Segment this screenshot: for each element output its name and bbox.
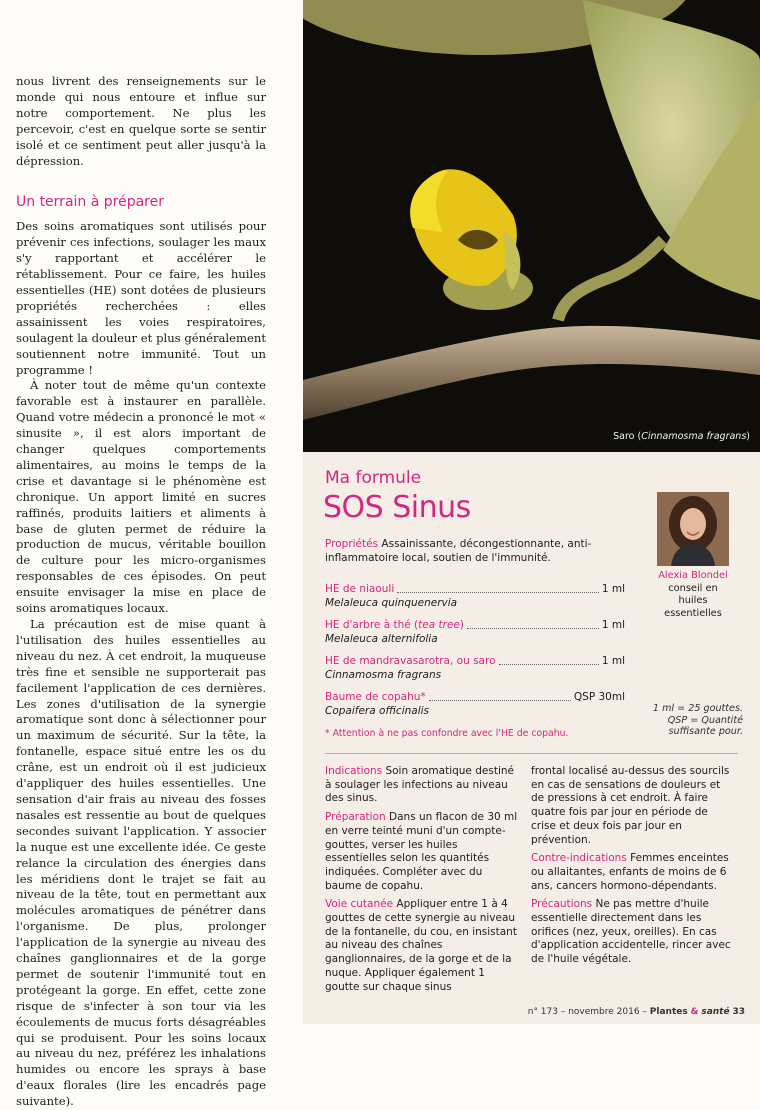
ingredient-qty: QSP 30ml xyxy=(573,691,625,703)
units-note-qsp: QSP = Quantité suffisante pour. xyxy=(667,714,743,737)
ingredient-name: HE de mandravasarotra, ou saro xyxy=(325,655,496,667)
saro-photo xyxy=(303,0,760,452)
ingredient-qty: 1 ml xyxy=(601,583,625,595)
attention-text: * Attention à ne pas confondre avec l'HE de copahu. xyxy=(325,728,569,739)
voie-cutanee-cont: frontal localisé au-dessus des sourcils en cas de sensations de douleurs et de pressions à cet endroit. À faire quatre fois par jour en période de crise et deux fois par jour en prévention. xyxy=(531,765,730,846)
preparation-label: Préparation xyxy=(325,811,386,824)
caption-prefix: Saro ( xyxy=(613,431,642,442)
paragraph-1: Des soins aromatiques sont utilisés pour prévenir ces infections, soulager les maux s'y rapportant et accélérer le rétablissement. Pour ce faire, les huiles essentielles (HE) sont dotées de plusieurs propriétés recherchées : elles assainissent les voies respiratoires, soulagent la douleur et plus généralement soutiennent notre immunité. Tout un programme ! xyxy=(16,219,266,377)
indications-label: Indications xyxy=(325,765,383,777)
usage-column-2 xyxy=(531,765,733,972)
ingredient-qty: 1 ml xyxy=(601,655,625,667)
author-block xyxy=(653,492,733,620)
attention-note xyxy=(325,728,568,739)
page-footer xyxy=(528,1007,745,1017)
ingredient-latin: Copaifera officinalis xyxy=(325,705,430,717)
saro-flower-illustration xyxy=(303,0,760,452)
ingredient-name: HE de niaouli xyxy=(325,583,395,595)
ingredients-list xyxy=(325,582,625,726)
units-note xyxy=(643,703,743,738)
leader-dots xyxy=(467,628,599,629)
properties-text: Assainissante, décongestionnante, anti-inflammatoire local, soutien de l'immunité. xyxy=(325,538,592,564)
preparation-text: Dans un flacon de 30 ml en verre teinté muni d'un compte-gouttes, verser les huiles essentielles selon les quantités indiquées. Compléter avec du baume de copahu. xyxy=(325,811,518,892)
preparation xyxy=(325,811,521,893)
ingredient-saro xyxy=(325,654,625,682)
indications xyxy=(325,765,521,806)
author-role: conseil en huiles essentielles xyxy=(664,582,722,619)
ingredient-latin: Melaleuca quinquenervia xyxy=(325,597,458,609)
paragraph-3: La précaution est de mise quant à l'utilisation des huiles essentielles au niveau du nez. À cet endroit, la muqueuse très fine et sensible ne supporterait pas facilement l'application de ces dernières. Les zones d'utilisation de la synergie aromatique sont donc à sélectionner pour un maximum de sécurité. Sur la tête, la fontanelle, espace situé entre les os du crâne, est un endroit où il est judicieux d'appliquer des huiles essentielles. Une sensation d'air frais au niveau des fosses nasales est ressentie au bout de quelques secondes suivant l'application. Y associer la nuque est une excellente idée. Ce geste relance la circulation des énergies dans les méridiens dont le trajet se fait au niveau de la tête, tout en permettant aux molécules aromatiques de pénétrer dans l'organisme. De plus, prolonger l'application de la synergie au niveau des chaînes ganglionnaires et de la gorge permet de soutenir l'immunité tout en protégeant la gorge. En effet, cette zone risque de s'infecter à son tour via les écoulements de mucus forts désagréables qui se produisent. Pour les soins locaux au niveau du nez, préférez les inhalations humides ou encore les sprays à base d'eaux florales (lire les encadrés page suivante). xyxy=(16,617,266,1109)
voie-cutanee xyxy=(325,898,521,994)
caption-latin: Cinnamosma fragrans xyxy=(641,431,747,442)
contre-text: Femmes enceintes ou allaitantes, enfants de moins de 6 ans, cancers hormono-dépendants. xyxy=(531,852,729,892)
indications-text: Soin aromatique destiné à soulager les infections au niveau des sinus. xyxy=(325,765,514,805)
ingredient-copahu xyxy=(325,690,625,718)
footer-mag-1: Plantes xyxy=(649,1007,688,1017)
caption-suffix: ) xyxy=(746,431,750,442)
leader-dots xyxy=(499,664,599,665)
leader-dots xyxy=(397,592,599,593)
ingredient-name: Baume de copahu* xyxy=(325,691,426,703)
avatar xyxy=(657,492,729,566)
ingredient-name xyxy=(325,618,464,632)
leader-dots xyxy=(429,700,571,701)
footer-mag-2: santé xyxy=(701,1007,730,1017)
paragraph-2: À noter tout de même qu'un contexte favorable est à instaurer en parallèle. Quand votre médecin a prononcé le mot « sinusite », il est alors important de changer quelques comportements alimentaires, au moins le temps de la crise et davantage si le phénomène est chronique. Un apport limité en sucres raffinés, produits laitiers et aliments à base de gluten permet de réduire la production de mucus, véritable bouillon de culture pour les micro-organismes responsables de ces épisodes. On peut ensuite envisager la mise en place de soins aromatiques locaux. xyxy=(16,378,266,616)
ingredient-qty: 1 ml xyxy=(601,619,625,631)
footer-issue: n° 173 – novembre 2016 – xyxy=(527,1007,647,1017)
contre-label: Contre-indications xyxy=(531,852,627,865)
ingredient-name-italic: tea tree xyxy=(418,619,460,631)
photo-caption xyxy=(613,431,750,442)
ingredient-tea-tree xyxy=(325,618,625,646)
ingredient-name-start: HE d'arbre à thé ( xyxy=(325,619,419,631)
footer-amp: & xyxy=(690,1007,699,1017)
ingredient-latin: Cinnamosma fragrans xyxy=(325,669,442,681)
formula-title: SOS Sinus xyxy=(323,490,471,525)
usage-column-1 xyxy=(325,765,521,999)
article-left-column xyxy=(16,74,266,1110)
intro-paragraph: nous livrent des renseignements sur le monde qui nous entoure et influe sur notre comportement. Ne plus les percevoir, c'est en quelque sorte se sentir isolé et ce sentiment peut aller jusqu'à la dépression. xyxy=(16,74,266,168)
formula-box xyxy=(303,452,760,1024)
precautions-label: Précautions xyxy=(531,898,593,911)
voie-text: Appliquer entre 1 à 4 gouttes de cette synergie au niveau de la fontanelle, du cou, en insistant au niveau des chaînes ganglionnaires, de la gorge et de la nuque. Appliquer également 1 goutte sur chaque sinus xyxy=(325,898,517,993)
voie-label: Voie cutanée xyxy=(325,898,394,911)
divider xyxy=(325,753,738,754)
properties xyxy=(325,537,595,565)
formula-kicker: Ma formule xyxy=(325,468,422,488)
ingredient-name-end: ) xyxy=(459,619,464,631)
section-heading: Un terrain à préparer xyxy=(16,194,164,211)
author-name: Alexia Blondel xyxy=(658,570,728,581)
properties-label: Propriétés xyxy=(325,538,379,550)
ingredient-latin: Melaleuca alternifolia xyxy=(325,633,438,645)
precautions-text: Ne pas mettre d'huile essentielle directement dans les orifices (nez, yeux, oreilles). En cas d'application accidentelle, rincer avec de l'huile végétale. xyxy=(531,898,731,966)
ingredient-niaouli xyxy=(325,582,625,610)
author-photo-icon xyxy=(657,492,729,566)
page-number: 33 xyxy=(732,1007,745,1017)
contre-indications xyxy=(531,852,733,893)
precautions xyxy=(531,898,733,967)
units-note-ml: 1 ml = 25 gouttes. xyxy=(652,703,743,714)
